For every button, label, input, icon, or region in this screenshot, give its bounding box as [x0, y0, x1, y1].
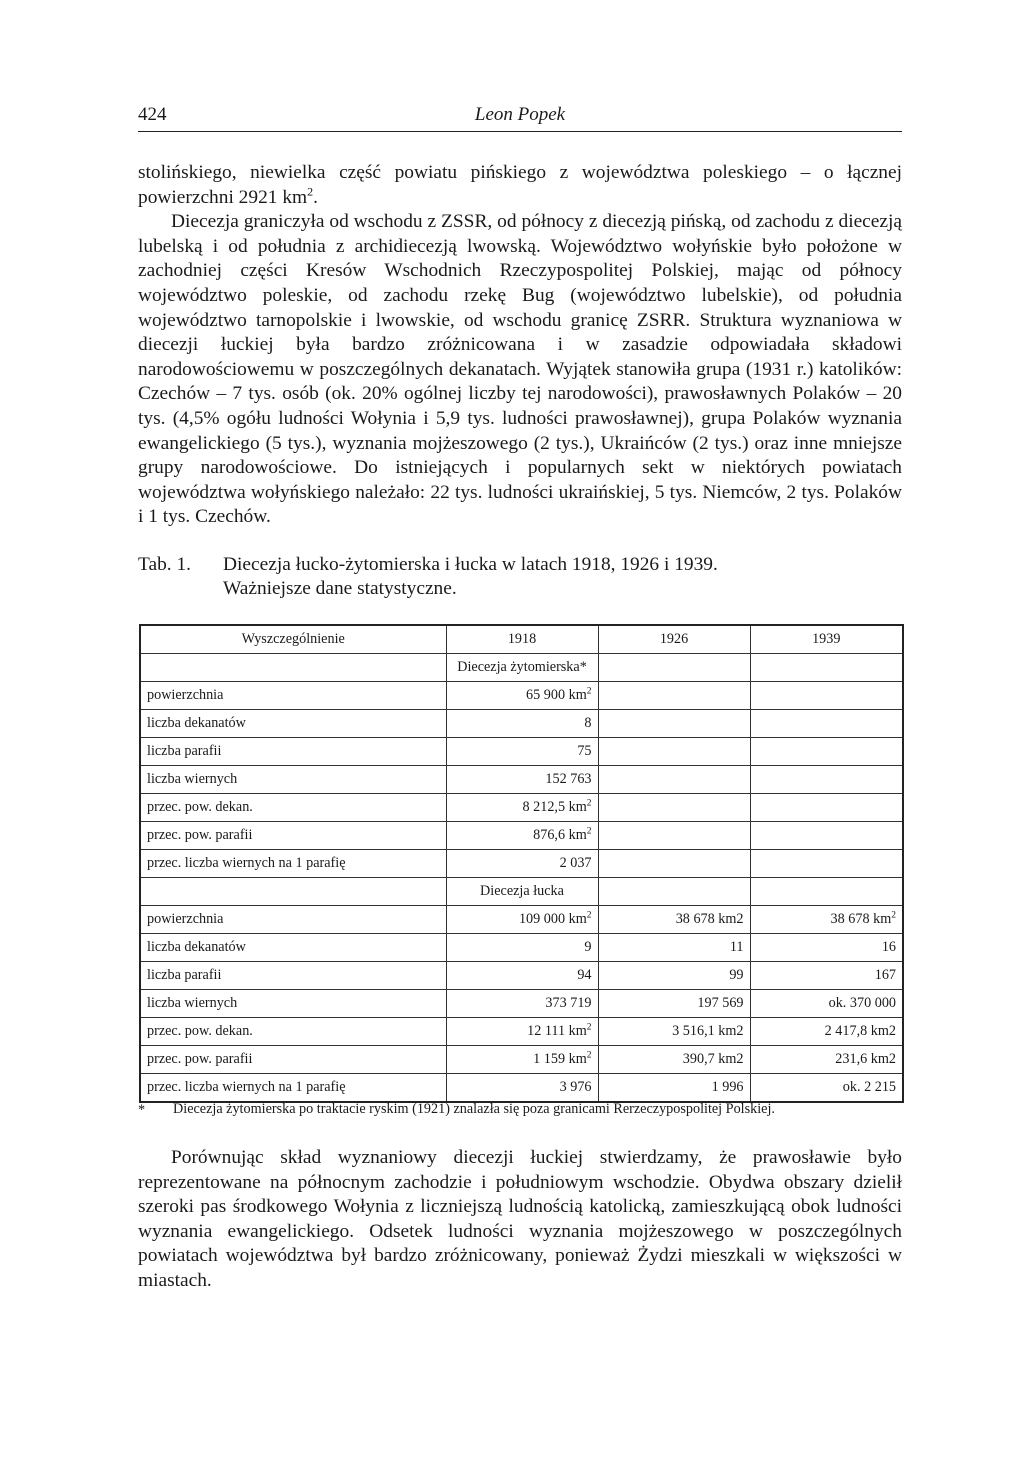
- paragraph-1-text-b: .: [313, 186, 318, 208]
- section-header-row: [140, 878, 903, 906]
- table-cell-v1918: [446, 1074, 598, 1103]
- table-cell-v1939: [750, 822, 903, 850]
- cell-value: 3 976: [559, 1079, 592, 1095]
- row-label: liczba parafii: [140, 738, 446, 766]
- row-label: przec. pow. parafii: [140, 1046, 446, 1074]
- table-cell-v1939: [750, 738, 903, 766]
- table-cell-v1926: [598, 934, 750, 962]
- paragraph-1-continuation: [138, 161, 902, 210]
- table-row: [140, 850, 903, 878]
- table-cell-v1918: [446, 794, 598, 822]
- cell-value: 167: [874, 967, 896, 983]
- running-title: Leon Popek: [474, 104, 566, 125]
- table-cell-v1939: [750, 934, 903, 962]
- cell-value: 9: [584, 939, 592, 955]
- table-cell-v1926: [598, 850, 750, 878]
- row-label: liczba dekanatów: [140, 934, 446, 962]
- table-cell-v1939: [750, 850, 903, 878]
- table-row: [140, 738, 903, 766]
- paragraph-1: [138, 161, 902, 530]
- cell-value: 16: [881, 939, 896, 955]
- table-cell-v1926: [598, 990, 750, 1018]
- row-label: liczba wiernych: [140, 766, 446, 794]
- superscript: 2: [586, 1022, 592, 1033]
- row-label: liczba wiernych: [140, 990, 446, 1018]
- table-cell-v1939: [750, 1046, 903, 1074]
- row-label: liczba dekanatów: [140, 710, 446, 738]
- paragraph-2-body: Porównując skład wyznaniowy diecezji łuckiej stwierdzamy, że prawosławie było reprezentowane na północnym zachodzie i południowym wschodzie. Obydwa obszary dzielił szeroki pas środkowego Wołynia z liczniejszą ludnością katolicką, zamieszkującą obok ludności wyznania ewangelickiego. Odsetek ludności wyznania mojżeszowego w poszczególnych powiatach województwa był bardzo zróżnicowany, ponieważ Żydzi mieszkali w większości w miastach.: [138, 1147, 902, 1291]
- row-label: przec. liczba wiernych na 1 parafię: [140, 1074, 446, 1103]
- row-label: powierzchnia: [140, 906, 446, 934]
- superscript: 2: [586, 826, 592, 837]
- table-row: [140, 822, 903, 850]
- cell-value: 109 000 km: [518, 911, 587, 927]
- table-row: [140, 1018, 903, 1046]
- table-cell-v1918: [446, 1046, 598, 1074]
- table-cell-v1918: [446, 766, 598, 794]
- superscript: 2: [307, 184, 314, 199]
- table-row: [140, 1074, 903, 1103]
- header-rule: [138, 131, 902, 132]
- table-cell-v1918: [446, 710, 598, 738]
- table-cell-v1918: [446, 850, 598, 878]
- section-title: Diecezja żytomierska*: [446, 654, 598, 682]
- table-cell-v1926: [598, 906, 750, 934]
- table-cell-v1926: [598, 794, 750, 822]
- table-cell-v1939: [750, 962, 903, 990]
- table-cell-blank: [598, 878, 750, 906]
- column-header: 1918: [446, 625, 598, 654]
- cell-value: 8: [584, 715, 592, 731]
- table-cell-v1918: [446, 682, 598, 710]
- table-cell-v1939: [750, 710, 903, 738]
- column-header: 1926: [598, 625, 750, 654]
- table-cell-v1926: [598, 738, 750, 766]
- table-cell-v1939: [750, 766, 903, 794]
- row-label: przec. pow. dekan.: [140, 794, 446, 822]
- paragraph-1-body: Diecezja graniczyła od wschodu z ZSSR, od północy z diecezją pińską, od zachodu z diecezją lubelską i od południa z archidiecezją lwowską. Województwo wołyńskie było położone w zachodniej części Kresów Wschodnich Rzeczypospolitej Polskiej, mając od północy województwo poleskie, od zachodu rzekę Bug (województwo lubelskie), od południa województwo tarnopolskie i lwowskie, od wschodu granicę ZSRR. Struktura wyznaniowa w diecezji łuckiej była bardzo zróżnicowana i w zasadzie odpowiadała składowi narodowościowemu w poszczególnych dekanatach. Wyjątek stanowiła grupa (1931 r.) katolików: Czechów – 7 tys. osób (ok. 20% ogólnej liczby tej narodowości), prawosławnych Polaków – 20 tys. (4,5% ogółu ludności Wołynia i 5,9 tys. ludności prawosławnej), grupa Polaków wyznania ewangelickiego (5 tys.), wyznania mojżeszowego (2 tys.), Ukraińców (2 tys.) oraz inne mniejsze grupy narodowościowe. Do istniejących i popularnych sekt w niektórych powiatach województwa wołyńskiego należało: 22 tys. ludności ukraińskiej, 5 tys. Niemców, 2 tys. Polaków i 1 tys. Czechów.: [138, 211, 902, 528]
- section-header-row: [140, 654, 903, 682]
- cell-value: 38 678 km: [830, 911, 892, 927]
- superscript: 2: [586, 686, 592, 697]
- table-row: [140, 766, 903, 794]
- table-cell-v1939: [750, 906, 903, 934]
- table-cell-v1939: [750, 794, 903, 822]
- row-label: przec. pow. parafii: [140, 822, 446, 850]
- table-cell-v1918: [446, 934, 598, 962]
- section-title: Diecezja łucka: [446, 878, 598, 906]
- table-caption-label: Tab. 1.: [138, 554, 192, 575]
- table-cell-v1918: [446, 1018, 598, 1046]
- table-cell-v1926: [598, 710, 750, 738]
- footnote-text: Diecezja żytomierska po traktacie ryskim (1921) znalazła się poza granicami Rerzeczypospolitej Polskiej.: [173, 1101, 775, 1117]
- cell-value: 373 719: [545, 995, 592, 1011]
- table-header-row: [140, 625, 903, 654]
- table-cell-v1926: [598, 1018, 750, 1046]
- cell-value: 8 212,5 km: [522, 799, 587, 815]
- table-cell-blank: [140, 878, 446, 906]
- cell-value: 99: [729, 967, 744, 983]
- cell-value: 231,6 km2: [835, 1051, 896, 1067]
- table-cell-blank: [598, 654, 750, 682]
- cell-value: 12 111 km: [527, 1023, 587, 1039]
- table-row: [140, 682, 903, 710]
- paragraph-2: [138, 1146, 902, 1294]
- superscript: 2: [891, 910, 896, 921]
- row-label: przec. liczba wiernych na 1 parafię: [140, 850, 446, 878]
- table-cell-v1926: [598, 822, 750, 850]
- page-number: 424: [138, 104, 167, 125]
- table-cell-v1926: [598, 1074, 750, 1103]
- table-cell-blank: [140, 654, 446, 682]
- footnote-mark: *: [138, 1102, 146, 1118]
- cell-value: 38 678 km2: [675, 911, 744, 927]
- cell-value: ok. 370 000: [828, 995, 896, 1011]
- table-row: [140, 794, 903, 822]
- table-caption-text: [223, 553, 903, 601]
- cell-value: 2 037: [559, 855, 592, 871]
- table-cell-v1926: [598, 766, 750, 794]
- row-label: powierzchnia: [140, 682, 446, 710]
- cell-value: 876,6 km: [533, 827, 587, 843]
- table-cell-v1939: [750, 990, 903, 1018]
- cell-value: 94: [577, 967, 592, 983]
- table-cell-v1918: [446, 822, 598, 850]
- table-cell-blank: [750, 654, 903, 682]
- cell-value: ok. 2 215: [842, 1079, 896, 1095]
- row-label: liczba parafii: [140, 962, 446, 990]
- table-cell-blank: [750, 878, 903, 906]
- table-cell-v1918: [446, 738, 598, 766]
- table-cell-v1918: [446, 962, 598, 990]
- cell-value: 11: [729, 939, 744, 955]
- table-row: [140, 710, 903, 738]
- table-cell-v1926: [598, 682, 750, 710]
- cell-value: 75: [577, 743, 592, 759]
- cell-value: 197 569: [697, 995, 744, 1011]
- table-cell-v1926: [598, 1046, 750, 1074]
- cell-value: 65 900 km: [526, 687, 587, 703]
- table-row: [140, 906, 903, 934]
- table-row: [140, 962, 903, 990]
- table-cell-v1939: [750, 682, 903, 710]
- superscript: 2: [586, 1050, 592, 1061]
- cell-value: 1 996: [711, 1079, 744, 1095]
- paragraph-1-text-a: stolińskiego, niewielka część powiatu pińskiego z województwa poleskiego – o łącznej powierzchni 2921 km: [138, 162, 902, 208]
- table-cell-v1926: [598, 962, 750, 990]
- table-row: [140, 1046, 903, 1074]
- table-cell-v1939: [750, 1018, 903, 1046]
- table-cell-v1939: [750, 1074, 903, 1103]
- table-row: [140, 990, 903, 1018]
- page-header: [138, 100, 902, 128]
- cell-value: 390,7 km2: [682, 1051, 744, 1067]
- table-cell-v1918: [446, 906, 598, 934]
- cell-value: 3 516,1 km2: [672, 1023, 744, 1039]
- table-cell-v1918: [446, 990, 598, 1018]
- superscript: 2: [586, 798, 592, 809]
- superscript: 2: [586, 910, 592, 921]
- column-header: Wyszczególnienie: [140, 625, 446, 654]
- table-row: [140, 934, 903, 962]
- table-caption-line-1: Diecezja łucko-żytomierska i łucka w latach 1918, 1926 i 1939.: [223, 554, 718, 575]
- row-label: przec. pow. dekan.: [140, 1018, 446, 1046]
- statistics-table: [139, 624, 904, 1103]
- cell-value: 152 763: [545, 771, 592, 787]
- cell-value: 1 159 km: [533, 1051, 587, 1067]
- cell-value: 2 417,8 km2: [824, 1023, 896, 1039]
- table-caption-line-2: Ważniejsze dane statystyczne.: [223, 578, 457, 599]
- column-header: 1939: [750, 625, 903, 654]
